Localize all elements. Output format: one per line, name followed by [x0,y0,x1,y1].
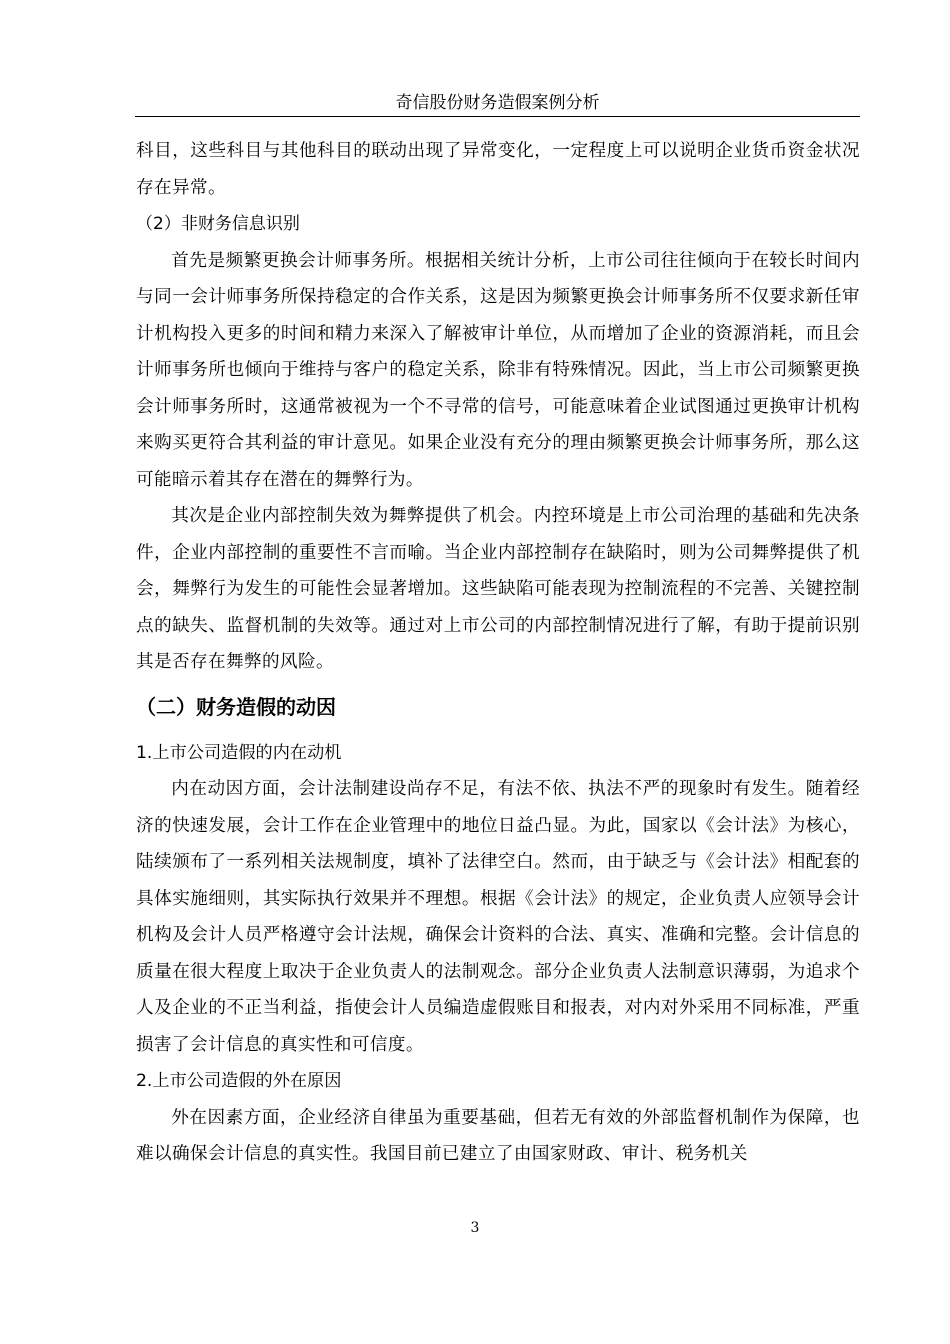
paragraph-currency-anomaly: 科目，这些科目与其他科目的联动出现了异常变化，一定程度上可以说明企业货币资金状况存在异常。 [136,141,860,198]
running-header-title: 奇信股份财务造假案例分析 [395,93,600,113]
section-heading-fraud-motives: （二）财务造假的动因 [136,694,336,719]
paragraph-auditor-change: 首先是频繁更换会计师事务所。根据相关统计分析，上市公司往往倾向于在较长时间内与同一会计师事务所保持稳定的合作关系，这是因为频繁更换会计师事务所不仅要求新任审计机构投入更多的时间和精力来深入了解被审计单位，从而增加了企业的资源消耗，而且会计师事务所也倾向于维持与客户的稳定关系，除非有特殊情况。因此，当上市公司频繁更换会计师事务所时，这通常被视为一个不寻常的信号，可能意味着企业试图通过更换审计机构来购买更符合其利益的审计意见。如果企业没有充分的理由频繁更换会计师事务所，那么这可能暗示着其存在潜在的舞弊行为。 [136,250,860,490]
heading-internal-motives: 1.上市公司造假的内在动机 [136,742,342,763]
paragraph-internal-motives: 内在动因方面，会计法制建设尚存不足，有法不依、执法不严的现象时有发生。随着经济的快速发展，会计工作在企业管理中的地位日益凸显。为此，国家以《会计法》为核心，陆续颁布了一系列相关法规制度，填补了法律空白。然而，由于缺乏与《会计法》相配套的具体实施细则，其实际执行效果并不理想。根据《会计法》的规定，企业负责人应领导会计机构及会计人员严格遵守会计法规，确保会计资料的合法、真实、准确和完整。会计信息的质量在很大程度上取决于企业负责人的法制观念。部分企业负责人法制意识薄弱，为追求个人及企业的不正当利益，指使会计人员编造虚假账目和报表，对内对外采用不同标准，严重损害了会计信息的真实性和可信度。 [136,779,860,1055]
heading-external-causes: 2.上市公司造假的外在原因 [136,1071,342,1091]
page-number: 3 [470,1220,480,1236]
paragraph-internal-control: 其次是企业内部控制失效为舞弊提供了机会。内控环境是上市公司治理的基础和先决条件，企业内部控制的重要性不言而喻。当企业内部控制存在缺陷时，则为公司舞弊提供了机会，舞弊行为发生的可能性会显著增加。这些缺陷可能表现为控制流程的不完善、关键控制点的缺失、监督机制的失效等。通过对上市公司的内部控制情况进行了解，有助于提前识别其是否存在舞弊的风险。 [136,506,860,672]
page-body [136,133,860,1173]
subheading-non-financial-info: （2）非财务信息识别 [136,214,300,234]
header-rule [135,116,860,117]
paragraph-external-causes: 外在因素方面，企业经济自律虽为重要基础，但若无有效的外部监督机制作为保障，也难以确保会计信息的真实性。我国目前已建立了由国家财政、审计、税务机关 [136,1107,860,1164]
